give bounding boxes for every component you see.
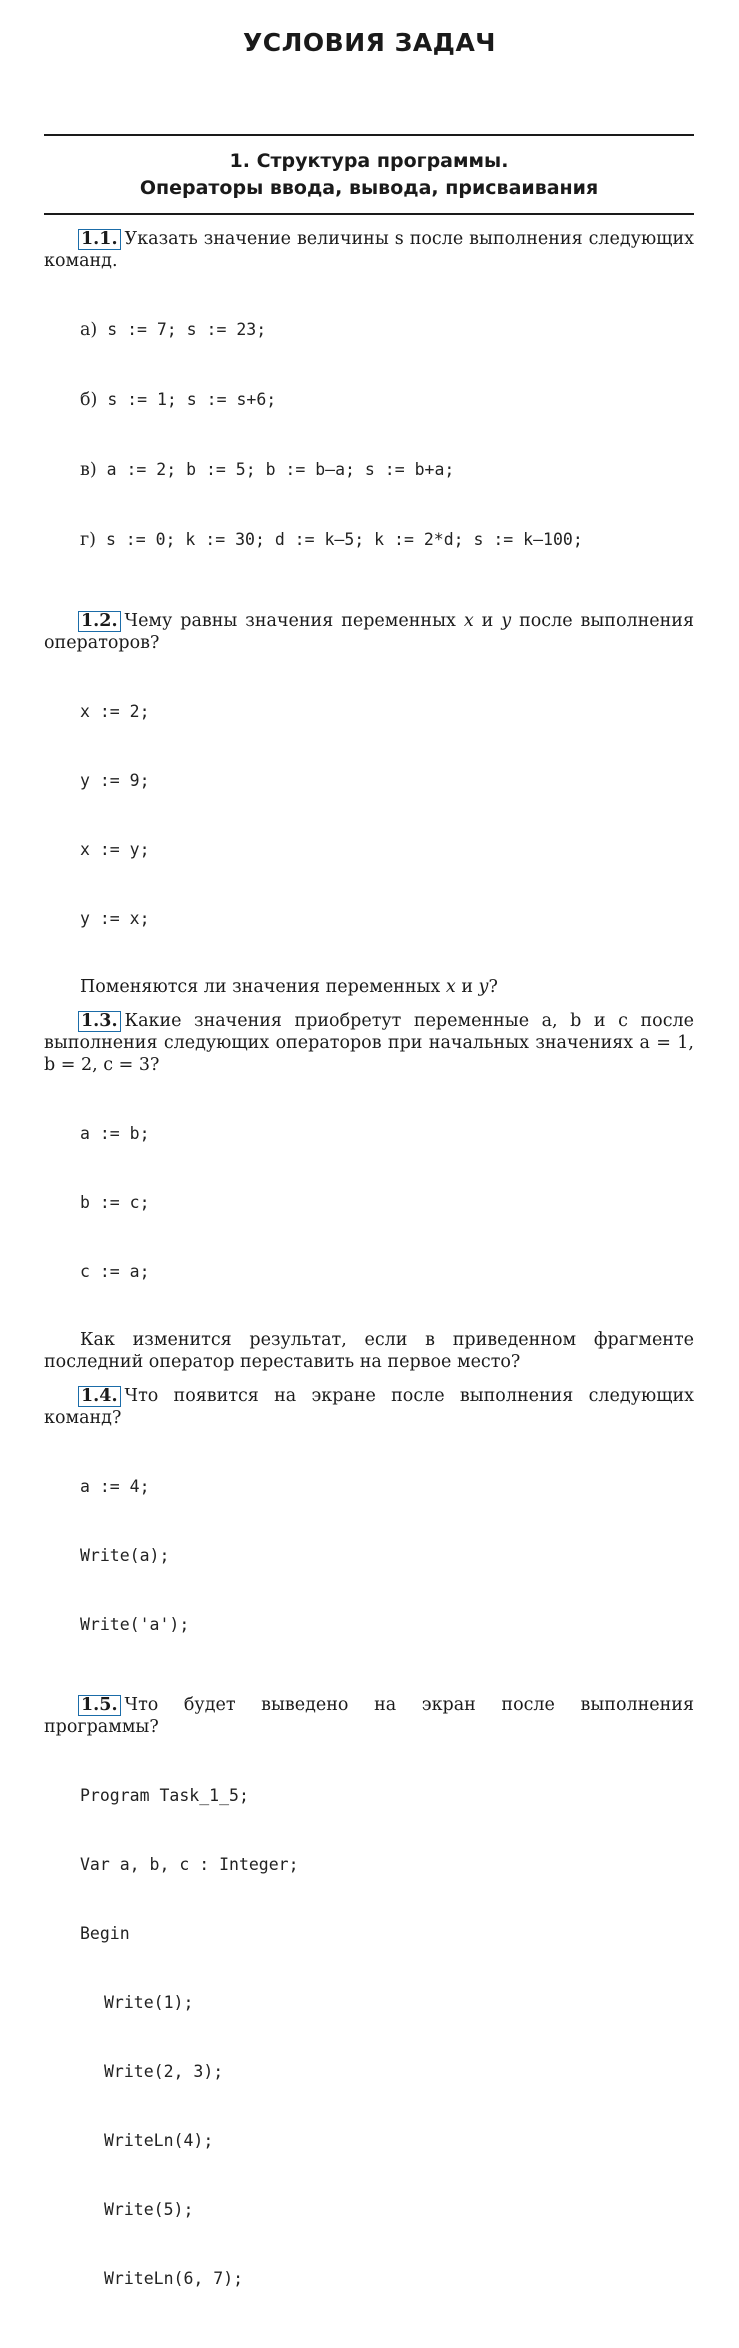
code-block xyxy=(44,1738,694,2336)
variable-y: y xyxy=(501,611,512,631)
code-line: x := y; xyxy=(80,840,150,859)
code-block xyxy=(44,654,694,976)
top-rule xyxy=(44,134,694,136)
task-text: Что появится на экране после выполнения следующих команд? xyxy=(44,1386,694,1428)
task-text: и xyxy=(455,977,479,997)
task-statement xyxy=(44,1385,694,1429)
section-title-line-1: 1. Структура программы. xyxy=(229,150,509,172)
code-line xyxy=(44,388,694,412)
variable-x: x xyxy=(445,977,456,997)
task-text: Какие значения приобретут переменные a, b и c после выполнения следующих операторов при начальных значениях a = 1, b = 2, c = 3? xyxy=(44,1011,694,1075)
code-line xyxy=(44,458,694,482)
task-statement xyxy=(44,1694,694,1738)
code-text: s := 0; k := 30; d := k–5; k := 2*d; s := k–100; xyxy=(105,530,583,549)
task-1-2 xyxy=(44,610,694,998)
task-text: после выполнения операторов? xyxy=(44,611,694,653)
page-title: УСЛОВИЯ ЗАДАЧ xyxy=(243,28,496,57)
task-1-5 xyxy=(44,1694,694,2336)
task-followup xyxy=(44,976,694,998)
section-title-line-2: Операторы ввода, вывода, присваивания xyxy=(139,177,599,199)
code-line: a := b; xyxy=(80,1124,150,1143)
code-text: a := 2; b := 5; b := b–a; s := b+a; xyxy=(106,460,455,479)
task-text: и xyxy=(473,611,502,631)
code-line: Write(5); xyxy=(104,2200,194,2219)
task-statement xyxy=(44,228,694,272)
code-line: Var a, b, c : Integer; xyxy=(80,1855,299,1874)
code-line: y := x; xyxy=(80,909,150,928)
task-1-3 xyxy=(44,1010,694,1373)
code-line: y := 9; xyxy=(80,771,150,790)
code-line: a := 4; xyxy=(80,1477,150,1496)
code-line: Write(a); xyxy=(80,1546,170,1565)
bottom-rule xyxy=(44,213,694,215)
code-line: x := 2; xyxy=(80,702,150,721)
task-statement xyxy=(44,610,694,654)
item-label: б) xyxy=(80,390,98,410)
code-line: Begin xyxy=(80,1924,130,1943)
code-line xyxy=(44,528,694,552)
code-line: Write('a'); xyxy=(80,1615,190,1634)
item-label: в) xyxy=(80,460,97,480)
task-1-4 xyxy=(44,1385,694,1682)
code-line: WriteLn(4); xyxy=(104,2131,214,2150)
task-1-1 xyxy=(44,228,694,598)
code-line: Program Task_1_5; xyxy=(80,1786,249,1805)
code-text: s := 1; s := s+6; xyxy=(107,390,277,409)
code-block xyxy=(44,1076,694,1329)
task-number: 1.4. xyxy=(78,1386,121,1407)
task-list xyxy=(44,228,694,2348)
variable-x: x xyxy=(463,611,474,631)
task-text: Указать значение величины s после выполнения следующих команд. xyxy=(44,229,694,271)
code-block xyxy=(44,1429,694,1682)
task-text: Поменяются ли значения переменных xyxy=(80,977,446,997)
task-followup: Как изменится результат, если в приведенном фрагменте последний оператор переставить на первое место? xyxy=(44,1330,694,1372)
code-text: s := 7; s := 23; xyxy=(107,320,267,339)
task-number: 1.5. xyxy=(78,1695,121,1716)
task-number: 1.3. xyxy=(78,1011,121,1032)
code-line: Write(2, 3); xyxy=(104,2062,224,2081)
task-statement xyxy=(44,1010,694,1076)
code-line xyxy=(44,318,694,342)
code-line: c := a; xyxy=(80,1262,150,1281)
code-block xyxy=(44,272,694,598)
task-text: ? xyxy=(488,977,498,997)
code-line: WriteLn(6, 7); xyxy=(104,2269,244,2288)
task-text: Что будет выведено на экран после выполнения программы? xyxy=(44,1695,694,1737)
code-line: b := c; xyxy=(80,1193,150,1212)
task-number: 1.1. xyxy=(78,229,121,250)
code-line: Write(1); xyxy=(104,1993,194,2012)
task-number: 1.2. xyxy=(78,611,121,632)
task-text: Чему равны значения переменных xyxy=(124,611,464,631)
section-heading xyxy=(44,148,694,202)
item-label: г) xyxy=(80,530,96,550)
item-label: а) xyxy=(80,320,98,340)
variable-y: y xyxy=(478,977,489,997)
